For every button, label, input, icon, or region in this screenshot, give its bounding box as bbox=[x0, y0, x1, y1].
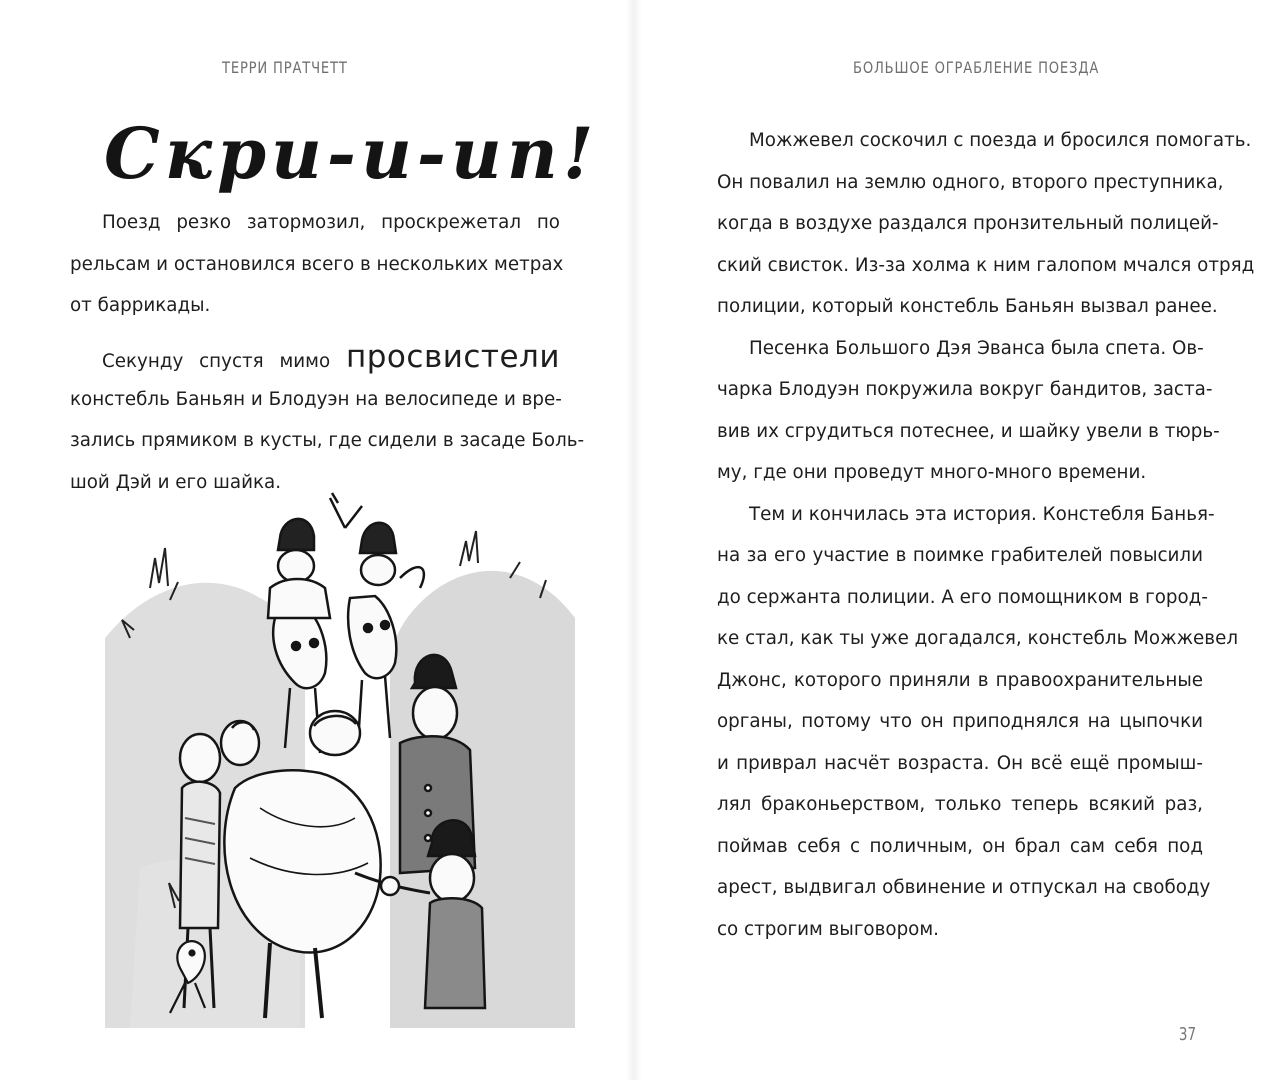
text-line: му, где они проведут много-много времени. bbox=[717, 462, 1147, 483]
sound-effect-title: Скри-и-ип! bbox=[104, 112, 599, 195]
text-line-with-sound-word bbox=[70, 335, 560, 379]
text-line: ский свисток. Из-за холма к ним галопом мчался отряд bbox=[717, 254, 1255, 276]
running-head-author: ТЕРРИ ПРАТЧЕТТ bbox=[222, 58, 348, 77]
text-line: Можжевел соскочил с поезда и бросился помогать. bbox=[749, 130, 1252, 151]
text-line: Песенка Большого Дэя Эванса была спета. Ов- bbox=[749, 337, 1204, 359]
text-line: констебль Баньян и Блодуэн на велосипеде и вре- bbox=[70, 388, 562, 410]
page-number: 37 bbox=[1178, 1024, 1197, 1045]
text-line: от баррикады. bbox=[70, 295, 211, 316]
text-line: Тем и кончилась эта история. Констебля Банья- bbox=[749, 503, 1215, 525]
text-line: Поезд резко затормозил, проскрежетал по bbox=[102, 212, 560, 233]
text-line: вив их сгрудиться потеснее, и шайку увели в тюрь- bbox=[717, 420, 1220, 442]
text-line: Он повалил на землю одного, второго преступника, bbox=[717, 171, 1224, 193]
text-line: до сержанта полиции. А его помощником в город- bbox=[717, 586, 1208, 608]
text-line: на за его участие в поимке грабителей повысили bbox=[717, 545, 1203, 566]
text-line: лял браконьерством, только теперь всякий раз, bbox=[717, 794, 1203, 815]
text-fragment: Секунду спустя мимо bbox=[102, 350, 331, 372]
text-line: зались прямиком в кусты, где сидели в засаде Боль- bbox=[70, 430, 585, 451]
text-line: шой Дэй и его шайка. bbox=[70, 471, 282, 493]
running-head-title: БОЛЬШОЕ ОГРАБЛЕНИЕ ПОЕЗДА bbox=[853, 58, 1100, 77]
text-line: чарка Блодуэн покружила вокруг бандитов, заста- bbox=[717, 379, 1213, 400]
text-line: со строгим выговором. bbox=[717, 918, 939, 940]
text-line: полиции, который констебль Баньян вызвал ранее. bbox=[717, 296, 1218, 317]
police-arrest-illustration bbox=[100, 488, 580, 1028]
text-line: поймав себя с поличным, он брал сам себя под bbox=[717, 835, 1203, 857]
text-line: рельсам и остановился всего в нескольких метрах bbox=[70, 253, 564, 275]
text-line: и приврал насчёт возраста. Он всё ещё промыш- bbox=[717, 752, 1203, 774]
text-line: когда в воздухе раздался пронзительный полицей- bbox=[717, 213, 1219, 234]
sound-word: просвистели bbox=[345, 338, 560, 375]
text-line: Джонс, которого приняли в правоохранительные bbox=[717, 669, 1203, 691]
left-page bbox=[0, 0, 633, 1080]
text-line: арест, выдвигал обвинение и отпускал на свободу bbox=[717, 877, 1211, 898]
left-text-block bbox=[70, 202, 585, 503]
right-text-block bbox=[717, 120, 1255, 950]
text-line: ке стал, как ты уже догадался, констебль Можжевел bbox=[717, 628, 1238, 649]
text-line: органы, потому что он приподнялся на цыпочки bbox=[717, 711, 1203, 732]
right-page bbox=[633, 0, 1267, 1080]
